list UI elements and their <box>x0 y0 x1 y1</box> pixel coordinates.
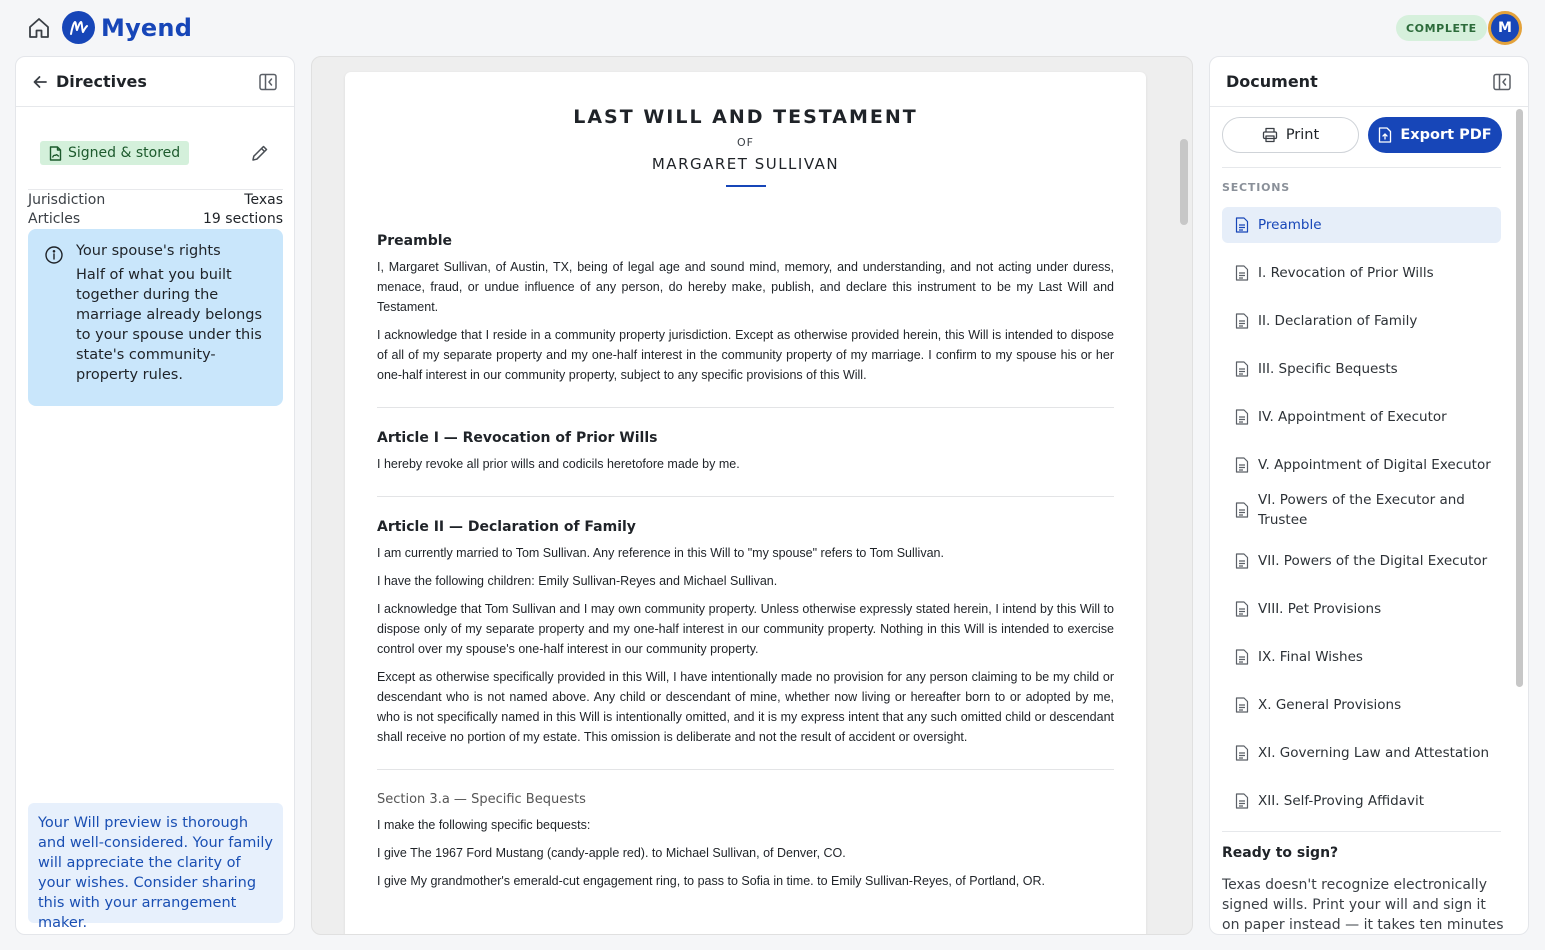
ready-to-sign-title: Ready to sign? <box>1222 845 1339 861</box>
section-item-label: X. General Provisions <box>1258 697 1402 713</box>
ready-to-sign-body: Texas doesn't recognize electronically signed wills. Print your will and sign it on paper instead — it takes ten minutes <box>1222 877 1504 933</box>
jurisdiction-label: Jurisdiction <box>28 192 106 208</box>
section-item-executor-powers[interactable] <box>1222 488 1501 531</box>
document-panel <box>1209 56 1529 935</box>
section-item-label: IV. Appointment of Executor <box>1258 409 1447 425</box>
document-icon <box>1235 553 1249 569</box>
back-arrow-icon[interactable] <box>32 73 50 91</box>
section-item-label: V. Appointment of Digital Executor <box>1258 457 1491 473</box>
document-icon <box>1235 313 1249 329</box>
printer-icon <box>1262 127 1278 143</box>
section-heading: Article I — Revocation of Prior Wills <box>377 430 658 446</box>
document-icon <box>1235 457 1249 473</box>
section-paragraph: I acknowledge that I reside in a community property jurisdiction. Except as otherwise provided herein, this Will is intended to dispose of all of my separate property and my one-half interest in the community property of my marriage. I confirm to my spouse his or her one-half interest in our community property, subject to any specific provisions of this Will. <box>377 328 1114 382</box>
section-item-label: I. Revocation of Prior Wills <box>1258 265 1434 281</box>
section-paragraph: I acknowledge that Tom Sullivan and I may own community property. Unless otherwise expressly stated herein, I intend by this Will to dispose only of my separate property and my one-half interest in our community property. Nothing in this Will is intended to exercise control over my spouse's one-half interest in our community property. <box>377 602 1114 656</box>
panel-title: Directives <box>56 72 147 91</box>
section-item-bequests[interactable] <box>1222 351 1501 387</box>
sections-list <box>1222 207 1501 819</box>
section-item-revocation[interactable] <box>1222 255 1501 291</box>
articles-value: 19 sections <box>203 211 283 227</box>
articles-row <box>28 209 283 227</box>
article-1-section <box>377 430 1114 497</box>
document-header <box>1210 57 1528 107</box>
document-icon <box>1235 697 1249 713</box>
collapse-panel-icon[interactable] <box>258 72 278 92</box>
directives-header <box>16 57 294 107</box>
section-item-label: VIII. Pet Provisions <box>1258 601 1382 617</box>
jurisdiction-value: Texas <box>244 192 283 208</box>
file-export-icon <box>1378 127 1392 143</box>
divider <box>1222 831 1501 832</box>
jurisdiction-row <box>28 189 283 208</box>
signed-file-icon <box>49 146 62 161</box>
section-item-label: VI. Powers of the Executor and Trustee <box>1258 491 1465 528</box>
sections-scrollbar[interactable] <box>1516 109 1523 687</box>
section-item-governing-law[interactable] <box>1222 735 1501 771</box>
section-item-final-wishes[interactable] <box>1222 639 1501 675</box>
callout-body: Half of what you built together during the marriage already belongs to your spouse under this state's community-property rules. <box>76 267 263 383</box>
preview-feedback-note: Your Will preview is thorough and well-considered. Your family will appreciate the clarity of your wishes. Consider sharing this with your arrangement maker. <box>28 803 283 923</box>
avatar[interactable]: M <box>1488 11 1522 45</box>
section-heading: Section 3.a — Specific Bequests <box>377 792 586 807</box>
section-paragraph: I have the following children: Emily Sullivan-Reyes and Michael Sullivan. <box>377 574 778 588</box>
preamble-section <box>377 233 1114 408</box>
section-paragraph: I give My grandmother's emerald-cut engagement ring, to pass to Sofia in time. to Emily Sullivan-Reyes, of Portland, OR. <box>377 874 1045 888</box>
section-item-label: XII. Self-Proving Affidavit <box>1258 793 1425 809</box>
section-item-general[interactable] <box>1222 687 1501 723</box>
signed-row <box>40 141 295 165</box>
section-item-label: III. Specific Bequests <box>1258 361 1398 377</box>
articles-label: Articles <box>28 211 81 227</box>
signed-stored-badge <box>40 141 189 165</box>
section-item-label: VII. Powers of the Digital Executor <box>1258 553 1488 569</box>
document-scrollbar[interactable] <box>1180 139 1188 225</box>
document-icon <box>1235 601 1249 617</box>
section-item-label: Preamble <box>1258 217 1322 233</box>
document-viewer[interactable] <box>311 56 1193 935</box>
section-item-preamble[interactable] <box>1222 207 1501 243</box>
article-2-section <box>377 519 1114 770</box>
signed-stored-label: Signed & stored <box>68 145 181 161</box>
panel-title: Document <box>1226 72 1318 91</box>
sections-label: SECTIONS <box>1222 181 1290 194</box>
section-paragraph: Except as otherwise specifically provided in this Will, I have intentionally made no provision for any person claiming to be my child or descendant who is not named above. Any child or descendant of mine, whether now living or hereafter born to or adopted by me, who is not specifically named in this Will is intentionally omitted, and it is my express intent that any such omitted child or descendant shall receive no portion of my estate. This omission is deliberate and not the result of accident or oversight. <box>377 670 1114 744</box>
print-label: Print <box>1285 127 1320 143</box>
testator-name: MARGARET SULLIVAN <box>651 155 840 173</box>
document-title: LAST WILL AND TESTAMENT <box>573 106 918 128</box>
section-item-pets[interactable] <box>1222 591 1501 627</box>
section-paragraph: I am currently married to Tom Sullivan. Any reference in this Will to "my spouse" refers to Tom Sullivan. <box>377 546 944 560</box>
section-heading: Preamble <box>377 233 453 249</box>
section-item-family[interactable] <box>1222 303 1501 339</box>
section-paragraph: I make the following specific bequests: <box>377 818 591 832</box>
section-3a <box>377 792 1114 891</box>
directives-panel <box>15 56 295 935</box>
divider <box>1222 167 1501 168</box>
export-pdf-button[interactable] <box>1368 117 1502 153</box>
callout-title: Your spouse's rights <box>76 243 221 259</box>
document-icon <box>1235 745 1249 761</box>
export-pdf-label: Export PDF <box>1400 127 1492 143</box>
will-document-page <box>345 72 1146 935</box>
document-of: OF <box>737 136 754 149</box>
section-paragraph: I give The 1967 Ford Mustang (candy-apple red). to Michael Sullivan, of Denver, CO. <box>377 846 846 860</box>
status-badge: COMPLETE <box>1396 15 1487 41</box>
document-actions <box>1222 117 1502 153</box>
section-item-digital-executor[interactable] <box>1222 447 1501 483</box>
spouse-rights-callout <box>28 229 283 406</box>
document-icon <box>1235 649 1249 665</box>
section-paragraph: I, Margaret Sullivan, of Austin, TX, being of legal age and sound mind, memory, and understanding, and not acting under duress, menace, fraud, or undue influence of any person, do hereby make, publish, and declare this instrument to be my Last Will and Testament. <box>377 260 1114 314</box>
section-heading: Article II — Declaration of Family <box>377 519 636 535</box>
document-icon <box>1235 361 1249 377</box>
document-icon <box>1235 265 1249 281</box>
section-item-affidavit[interactable] <box>1222 783 1501 819</box>
section-item-executor[interactable] <box>1222 399 1501 435</box>
print-button[interactable] <box>1222 117 1359 153</box>
document-icon <box>1235 217 1249 233</box>
document-icon <box>1235 793 1249 809</box>
logo-mark-icon <box>62 11 95 44</box>
app-name: Myend <box>101 13 193 42</box>
app-logo[interactable] <box>62 11 192 44</box>
document-icon <box>1235 502 1249 518</box>
info-icon <box>44 245 64 265</box>
edit-pencil-icon[interactable] <box>250 143 272 165</box>
section-item-digital-powers[interactable] <box>1222 543 1501 579</box>
home-icon[interactable] <box>26 15 52 41</box>
document-icon <box>1235 409 1249 425</box>
section-paragraph: I hereby revoke all prior wills and codicils heretofore made by me. <box>377 457 740 471</box>
section-item-label: XI. Governing Law and Attestation <box>1258 745 1490 761</box>
section-item-label: IX. Final Wishes <box>1258 649 1363 665</box>
collapse-panel-icon[interactable] <box>1492 72 1512 92</box>
top-bar <box>0 0 1545 56</box>
section-item-label: II. Declaration of Family <box>1258 313 1418 329</box>
